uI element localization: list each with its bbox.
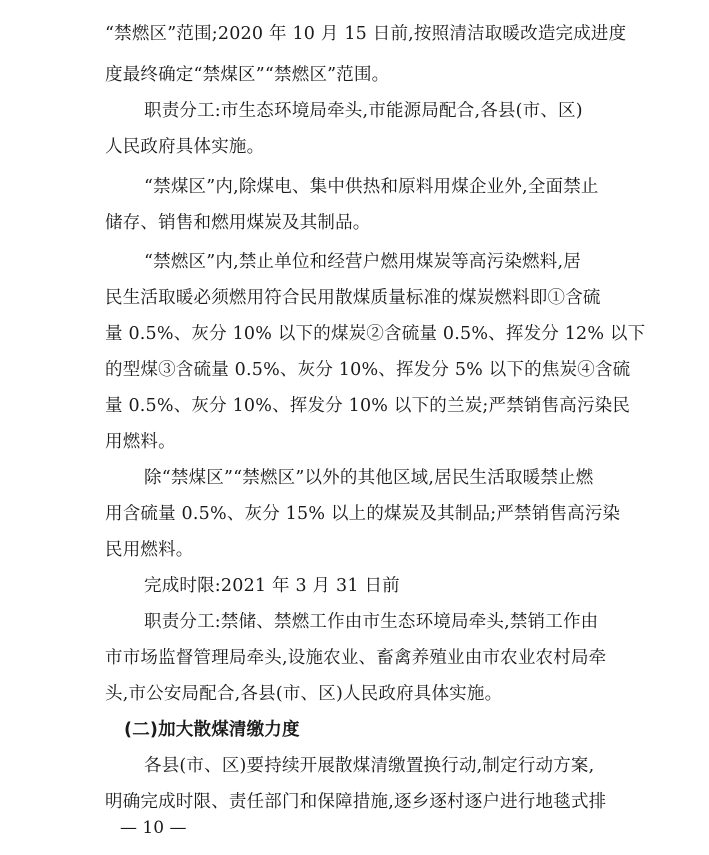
text-line: 头,市公安局配合,各县(市、区)人民政府具体实施。 bbox=[105, 684, 503, 704]
text-line: 量 0.5%、灰分 10%、挥发分 10% 以下的兰炭;严禁销售高污染民 bbox=[105, 396, 631, 416]
text-line: 职责分工:市生态环境局牵头,市能源局配合,各县(市、区) bbox=[144, 101, 583, 121]
text-line: 量 0.5%、灰分 10% 以下的煤炭②含硫量 0.5%、挥发分 12% 以下 bbox=[105, 324, 646, 344]
text-line: 市市场监督管理局牵头,设施农业、畜禽养殖业由市农业农村局牵 bbox=[105, 648, 607, 668]
text-line: 用燃料。 bbox=[105, 432, 176, 452]
text-line: 除“禁煤区”“禁燃区”以外的其他区域,居民生活取暖禁止燃 bbox=[144, 468, 594, 488]
text-line: 的型煤③含硫量 0.5%、灰分 10%、挥发分 5% 以下的焦炭④含硫 bbox=[105, 360, 631, 380]
text-line: “禁燃区”内,禁止单位和经营户燃用煤炭等高污染燃料,居 bbox=[144, 252, 581, 272]
text-line: 各县(市、区)要持续开展散煤清缴置换行动,制定行动方案, bbox=[144, 756, 595, 776]
page-number: — 10 — bbox=[120, 818, 187, 838]
text-line: 用含硫量 0.5%、灰分 15% 以上的煤炭及其制品;严禁销售高污染 bbox=[105, 504, 621, 524]
text-line: 民用燃料。 bbox=[105, 540, 194, 560]
text-line: 人民政府具体实施。 bbox=[105, 137, 265, 157]
text-line: 完成时限:2021 年 3 月 31 日前 bbox=[144, 576, 400, 596]
section-heading: (二)加大散煤清缴力度 bbox=[124, 720, 300, 740]
text-line: 明确完成时限、责任部门和保障措施,逐乡逐村逐户进行地毯式排 bbox=[105, 792, 607, 812]
text-line: 职责分工:禁储、禁燃工作由市生态环境局牵头,禁销工作由 bbox=[144, 612, 599, 632]
text-line: 民生活取暖必须燃用符合民用散煤质量标准的煤炭燃料即①含硫 bbox=[105, 288, 601, 308]
text-line: “禁煤区”内,除煤电、集中供热和原料用煤企业外,全面禁止 bbox=[144, 177, 599, 197]
text-line: 度最终确定“禁煤区”“禁燃区”范围。 bbox=[105, 65, 390, 85]
text-line: 储存、销售和燃用煤炭及其制品。 bbox=[105, 213, 371, 233]
text-line: “禁燃区”范围;2020 年 10 月 15 日前,按照清洁取暖改造完成进度 bbox=[105, 24, 627, 44]
